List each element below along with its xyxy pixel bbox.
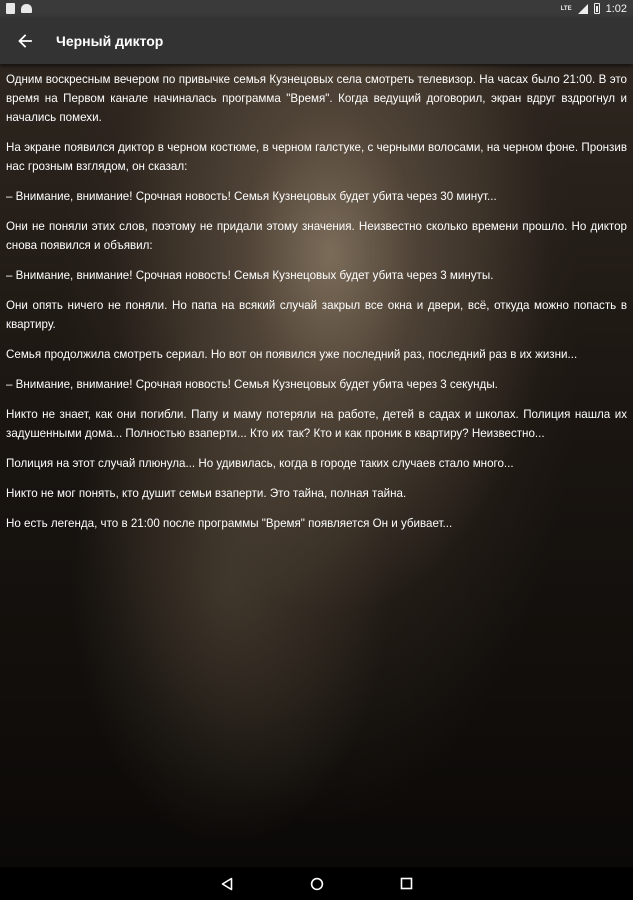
story-paragraph: Они опять ничего не поняли. Но папа на всякий случай закрыл все окна и двери, всё, откуда можно попасть в квартиру. bbox=[6, 299, 627, 331]
status-bar bbox=[0, 0, 633, 17]
story-paragraph: – Внимание, внимание! Срочная новость! Семья Кузнецовых будет убита через 3 минуты. bbox=[6, 269, 494, 282]
story-paragraph: Но есть легенда, что в 21:00 после программы "Время" появляется Он и убивает... bbox=[6, 517, 453, 530]
story-paragraph: Одним воскресным вечером по привычке семья Кузнецовых села смотреть телевизор. На часах было 21:00. В это время на Первом канале начиналась программа "Время". Когда ведущий договорил, экран вдруг вздрогнул и начались помехи. bbox=[6, 73, 627, 124]
nav-recents-button[interactable] bbox=[397, 874, 417, 894]
battery-icon bbox=[594, 3, 600, 14]
status-time: 1:02 bbox=[605, 2, 627, 15]
back-button[interactable] bbox=[0, 17, 50, 64]
story-paragraph: Никто не мог понять, кто душит семьи взаперти. Это тайна, полная тайна. bbox=[6, 487, 407, 500]
page-title: Черный диктор bbox=[56, 32, 164, 49]
story-text bbox=[0, 64, 633, 533]
story-content[interactable] bbox=[0, 64, 633, 867]
nav-recents-icon bbox=[400, 877, 413, 890]
navigation-bar bbox=[0, 867, 633, 900]
app-bar bbox=[0, 17, 633, 64]
android-icon bbox=[21, 4, 32, 13]
notification-icon bbox=[6, 3, 15, 14]
story-paragraph: На экране появился диктор в черном костюме, в черном галстуке, с черными волосами, на черном фоне. Пронзив нас грозным взглядом, он сказал: bbox=[6, 141, 627, 173]
story-paragraph: – Внимание, внимание! Срочная новость! Семья Кузнецовых будет убита через 30 минут... bbox=[6, 190, 497, 203]
status-right bbox=[561, 3, 627, 15]
status-left bbox=[6, 3, 32, 14]
nav-back-button[interactable] bbox=[217, 874, 237, 894]
story-paragraph: Они не поняли этих слов, поэтому не придали этому значения. Неизвестно сколько времени прошло. Но диктор снова появился и объявил: bbox=[6, 220, 627, 252]
nav-home-icon bbox=[310, 877, 324, 891]
story-paragraph: Полиция на этот случай плюнула... Но удивилась, когда в городе таких случаев стало много... bbox=[6, 457, 514, 470]
nav-home-button[interactable] bbox=[307, 874, 327, 894]
story-paragraph: Никто не знает, как они погибли. Папу и маму потеряли на работе, детей в садах и школах. Полиция нашла их задушенными дома... Полностью взаперти... Кто их так? Кто и как проник в квартиру? Неизвестно... bbox=[6, 408, 627, 440]
story-paragraph: – Внимание, внимание! Срочная новость! Семья Кузнецовых будет убита через 3 секунды. bbox=[6, 378, 498, 391]
story-paragraph: Семья продолжила смотреть сериал. Но вот он появился уже последний раз, последний раз в их жизни... bbox=[6, 348, 578, 361]
signal-icon bbox=[578, 4, 588, 14]
nav-back-icon bbox=[220, 877, 234, 891]
arrow-back-icon bbox=[18, 34, 32, 48]
network-type-label: LTE bbox=[560, 5, 572, 12]
